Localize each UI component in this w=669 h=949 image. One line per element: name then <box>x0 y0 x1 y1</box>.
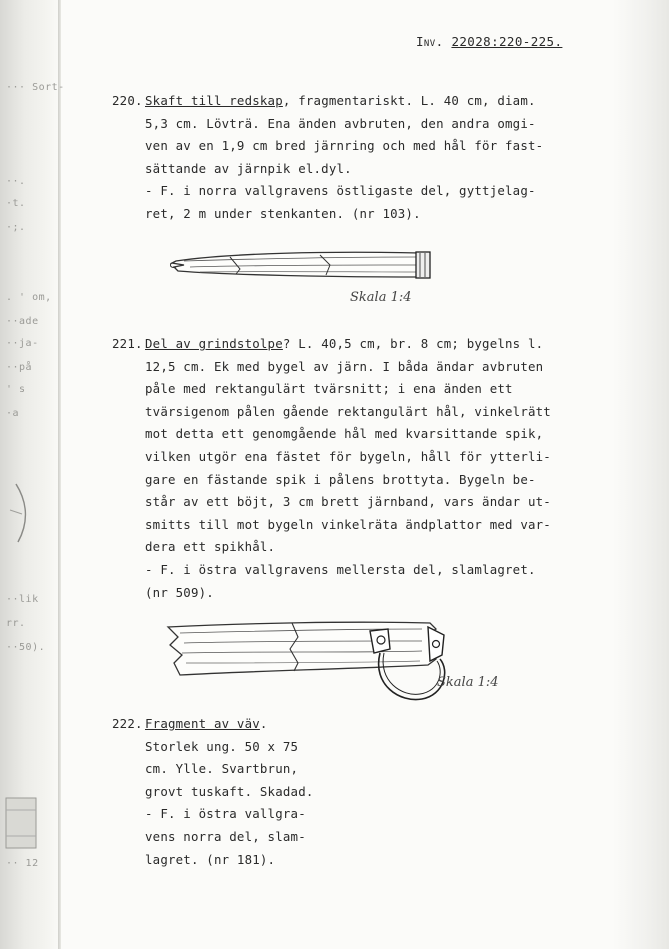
entry-222 <box>112 713 314 871</box>
margin-fragment: ··. <box>6 176 26 187</box>
entry-220 <box>112 90 543 226</box>
entry-text: sättande av järnpik el.dyl. <box>145 160 352 176</box>
margin-fragment: ··på <box>6 362 33 373</box>
margin-fragment: ' s <box>6 384 26 395</box>
margin-fragment: rr. <box>6 618 26 629</box>
entry-text: ven av en 1,9 cm bred järnring och med hål för fast- <box>145 138 544 154</box>
scale-label: Skala 1:4 <box>350 290 412 305</box>
margin-fragment: . ' om, <box>6 292 52 303</box>
entry-text: ? L. 40,5 cm, br. 8 cm; bygelns l. <box>282 336 544 351</box>
entry-text: - F. i östra vallgravens mellersta del, slamlagret. <box>145 561 536 577</box>
entry-text: står av ett böjt, 3 cm brett järnband, vars ändar ut- <box>145 494 551 510</box>
margin-sketch-spool <box>0 790 46 860</box>
entry-number: 221. <box>112 336 143 351</box>
entry-text: gare en fästande spik i pålens brottyta. Bygeln be- <box>145 471 536 487</box>
entry-text: . <box>259 716 268 731</box>
entry-text: - F. i östra vallgra- <box>145 806 306 822</box>
margin-fragment: ·a <box>6 408 20 419</box>
binding-edge <box>58 0 61 949</box>
entry-text: 5,3 cm. Lövträ. Ena änden avbruten, den andra omgi- <box>145 115 536 131</box>
margin-fragment: ··50). <box>6 642 46 653</box>
margin-sketch <box>4 480 44 550</box>
entry-number: 220. <box>112 93 143 108</box>
entry-number: 222. <box>112 716 143 731</box>
margin-fragment: ··· Sort- <box>6 82 65 93</box>
entry-text: mot detta ett genomgående hål med kvarsittande spik, <box>145 426 544 442</box>
entry-text: vilken utgör ena fästet för bygeln, håll för ytterli- <box>145 448 551 464</box>
entry-title: Del av grindstolpe <box>145 336 283 351</box>
entry-text: smitts till mot bygeln vinkelräta ändplattor med var- <box>145 516 551 532</box>
gate-post-drawing <box>160 615 460 715</box>
entry-text: , fragmentariskt. L. 40 cm, diam. <box>282 93 536 108</box>
entry-text: dera ett spikhål. <box>145 539 276 555</box>
scale-label: Skala 1:4 <box>437 675 499 690</box>
entry-text: vens norra del, slam- <box>145 828 306 844</box>
margin-fragment: ··ade <box>6 316 39 327</box>
inventory-prefix: Inv. <box>416 34 444 49</box>
entry-text: påle med rektangulärt tvärsnitt; i ena änden ett <box>145 381 513 397</box>
margin-fragment: ··ja- <box>6 338 39 349</box>
entry-text: tvärsigenom pålen gående rektangulärt hål, vinkelrätt <box>145 403 551 419</box>
entry-text: Storlek ung. 50 x 75 <box>145 738 299 754</box>
entry-text: cm. Ylle. Svartbrun, <box>145 761 299 777</box>
margin-fragment: ·· 12 <box>6 858 39 869</box>
inventory-number: 22028:220-225. <box>451 34 563 49</box>
entry-title: Fragment av väv <box>145 716 260 731</box>
page-edge-shadow <box>613 0 669 949</box>
margin-fragment: ·;. <box>6 222 26 233</box>
entry-text: ret, 2 m under stenkanten. (nr 103). <box>145 205 421 221</box>
entry-text: - F. i norra vallgravens östligaste del, gyttjelag- <box>145 183 536 199</box>
inventory-header <box>416 34 562 49</box>
entry-title: Skaft till redskap <box>145 93 283 108</box>
margin-fragment: ··lik <box>6 594 39 605</box>
entry-text: grovt tuskaft. Skadad. <box>145 783 314 799</box>
entry-text: 12,5 cm. Ek med bygel av järn. I båda ändar avbruten <box>145 358 544 374</box>
entry-text: lagret. (nr 181). <box>145 851 276 867</box>
margin-fragment: ·t. <box>6 198 26 209</box>
entry-221 <box>112 333 551 604</box>
tool-handle-drawing <box>170 245 445 290</box>
entry-text: (nr 509). <box>145 584 214 600</box>
